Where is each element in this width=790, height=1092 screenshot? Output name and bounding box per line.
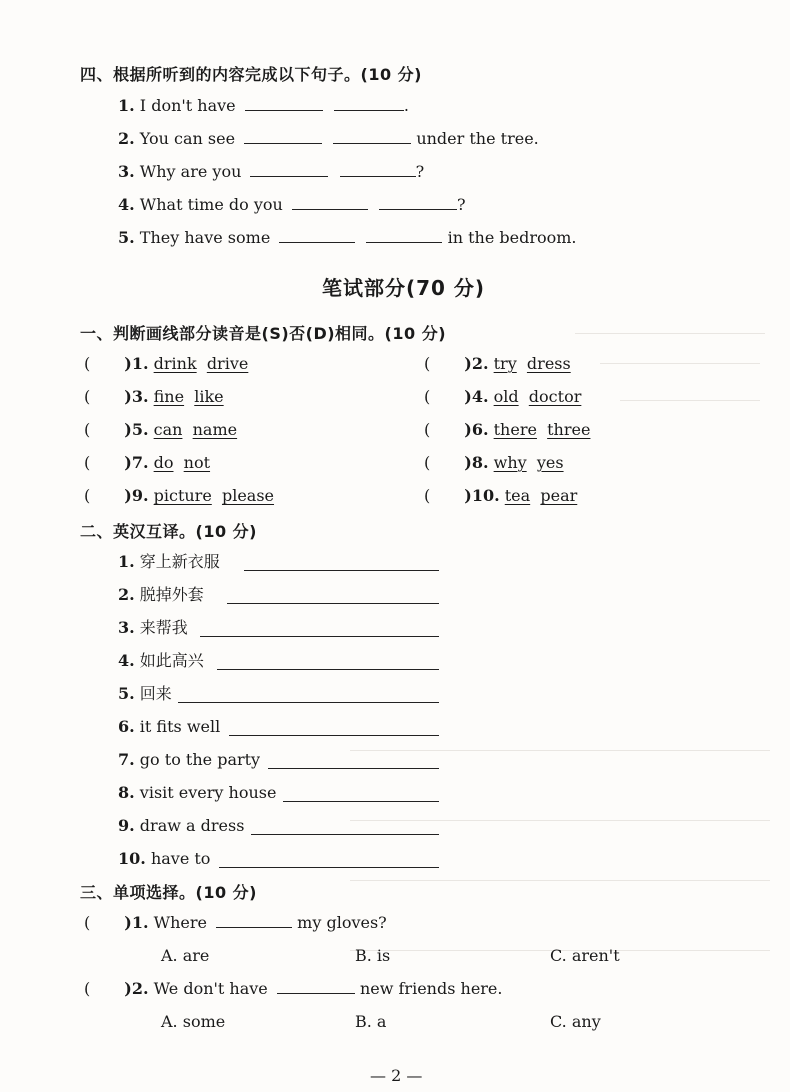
answer-blank[interactable] [340, 162, 416, 177]
s4-item-5: 5. They have some in the bedroom. [118, 228, 577, 247]
s1-row-2-right: ( )4. old doctor [424, 387, 582, 406]
answer-blank[interactable] [379, 195, 457, 210]
answer-blank[interactable] [283, 787, 439, 802]
s2-item-3: 3. 来帮我 [118, 618, 188, 637]
answer-blank[interactable] [334, 96, 404, 111]
answer-blank[interactable] [227, 589, 439, 604]
s3-q1-opt-c[interactable]: C. aren't [550, 946, 620, 965]
s3-q1: ( )1. Where my gloves? [84, 913, 387, 932]
s4-item-1: 1. I don't have . [118, 96, 409, 115]
answer-blank[interactable] [245, 96, 323, 111]
s2-item-10: 10. have to [118, 849, 211, 868]
s2-item-4: 4. 如此高兴 [118, 651, 204, 670]
answer-blank[interactable] [216, 913, 292, 928]
s2-item-8: 8. visit every house [118, 783, 277, 802]
s3-q2: ( )2. We don't have new friends here. [84, 979, 503, 998]
answer-blank[interactable] [244, 556, 439, 571]
s1-row-3-left: ( )5. can name [84, 420, 238, 439]
answer-blank[interactable] [200, 622, 439, 637]
s2-item-1: 1. 穿上新衣服 [118, 552, 220, 571]
answer-blank[interactable] [229, 721, 439, 736]
s2-item-5: 5. 回来 [118, 684, 172, 703]
page-number: — 2 — [370, 1066, 423, 1085]
answer-blank[interactable] [178, 688, 439, 703]
section4-title: 四、根据所听到的内容完成以下句子。(10 分) [80, 65, 422, 84]
answer-blank[interactable] [219, 853, 439, 868]
s4-item-3: 3. Why are you ? [118, 162, 425, 181]
answer-blank[interactable] [292, 195, 368, 210]
s2-item-7: 7. go to the party [118, 750, 261, 769]
bleed-line [575, 333, 765, 334]
s2-item-9: 9. draw a dress [118, 816, 245, 835]
section2-title: 二、英汉互译。(10 分) [80, 522, 257, 541]
s3-q2-opt-a[interactable]: A. some [161, 1012, 226, 1031]
s1-row-1-right: ( )2. try dress [424, 354, 571, 373]
s1-row-2-left: ( )3. fine like [84, 387, 224, 406]
s3-q1-opt-b[interactable]: B. is [355, 946, 391, 965]
s1-row-3-right: ( )6. there three [424, 420, 591, 439]
section1-title: 一、判断画线部分读音是(S)否(D)相同。(10 分) [80, 324, 447, 343]
s4-item-2: 2. You can see under the tree. [118, 129, 539, 148]
answer-blank[interactable] [251, 820, 439, 835]
written-part-title: 笔试部分(70 分) [322, 276, 486, 300]
answer-blank[interactable] [279, 228, 355, 243]
bleed-line [620, 400, 760, 401]
s1-row-5-right: ( )10. tea pear [424, 486, 578, 505]
s3-q2-opt-c[interactable]: C. any [550, 1012, 601, 1031]
s4-item-4: 4. What time do you ? [118, 195, 466, 214]
answer-blank[interactable] [333, 129, 411, 144]
answer-blank[interactable] [250, 162, 328, 177]
s2-item-6: 6. it fits well [118, 717, 221, 736]
section3-title: 三、单项选择。(10 分) [80, 883, 257, 902]
s3-q1-opt-a[interactable]: A. are [161, 946, 210, 965]
bleed-line [600, 363, 760, 364]
bleed-line [350, 880, 770, 881]
answer-blank[interactable] [277, 979, 355, 994]
s3-q2-opt-b[interactable]: B. a [355, 1012, 387, 1031]
s2-item-2: 2. 脱掉外套 [118, 585, 204, 604]
s1-row-4-left: ( )7. do not [84, 453, 211, 472]
s1-row-5-left: ( )9. picture please [84, 486, 275, 505]
answer-blank[interactable] [366, 228, 442, 243]
s1-row-4-right: ( )8. why yes [424, 453, 564, 472]
s1-row-1-left: ( )1. drink drive [84, 354, 249, 373]
bleed-line [350, 750, 770, 751]
answer-blank[interactable] [217, 655, 439, 670]
answer-blank[interactable] [244, 129, 322, 144]
answer-blank[interactable] [268, 754, 439, 769]
